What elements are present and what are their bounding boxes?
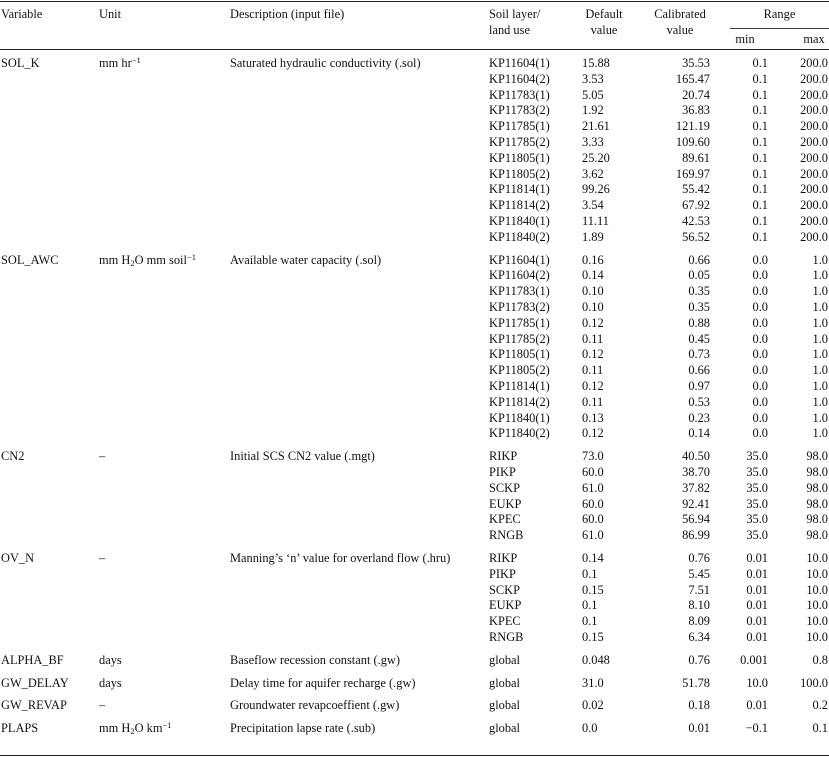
calibrated-value-cell: 20.74 — [682, 87, 710, 102]
soil-layer-cell: EUKP — [489, 598, 522, 613]
default-value-cell: 0.14 — [582, 268, 604, 283]
range-max-cell: 10.0 — [806, 630, 828, 644]
soil-layer-cell: KPEC — [489, 512, 521, 527]
variable-unit: – — [99, 698, 106, 713]
range-min-cell: 0.0 — [752, 394, 768, 409]
soil-layer-cell: KP11604(2) — [489, 71, 550, 86]
calibrated-value-cell: 165.47 — [675, 71, 710, 86]
default-value-cell: 0.12 — [582, 347, 604, 362]
range-min-cell: 35.0 — [746, 449, 768, 464]
calibrated-value-cell: 121.19 — [675, 119, 710, 134]
variable-description: Baseflow recession constant (.gw) — [230, 652, 400, 667]
range-max-cell: 200.0 — [800, 87, 828, 102]
calibrated-value-cell: 0.88 — [688, 315, 710, 330]
range-min-cell: 35.0 — [746, 465, 768, 479]
range-min-cell: 10.0 — [746, 675, 768, 690]
range-min-cell: 35.0 — [746, 528, 768, 543]
soil-layer-cell: KP11814(1) — [489, 182, 550, 197]
calibrated-value-cell: 0.73 — [688, 347, 710, 362]
calibrated-value-cell: 0.01 — [688, 721, 710, 736]
range-max-cell: 10.0 — [806, 598, 828, 613]
calibrated-value-cell: 0.53 — [688, 394, 710, 409]
calibrated-value-cell: 0.76 — [688, 652, 710, 667]
soil-layer-cell: RIKP — [489, 551, 518, 565]
range-min-cell: 0.01 — [746, 614, 768, 629]
variable-unit: mm $H_2O$ mm soil$^{-1}$ — [99, 251, 196, 268]
range-max-cell: 10.0 — [806, 551, 828, 565]
soil-layer-cell: KP11840(1) — [489, 410, 550, 425]
range-min-cell: 35.0 — [746, 480, 768, 495]
calibrated-value-cell: 0.35 — [688, 284, 710, 299]
soil-layer-cell: KP11814(2) — [489, 394, 550, 409]
variable-unit: – — [99, 449, 106, 464]
variable-unit: days — [99, 652, 122, 667]
range-max-cell: 1.0 — [812, 379, 828, 393]
range-min-cell: 0.0 — [752, 363, 768, 378]
default-value-cell: 11.11 — [582, 214, 609, 228]
variable-name: ALPHA_BF — [1, 652, 64, 667]
range-min-cell: 0.01 — [746, 630, 768, 644]
variable-description: Available water capacity (.sol) — [230, 252, 382, 267]
range-min-cell: 0.1 — [752, 87, 768, 102]
soil-layer-cell: KP11840(2) — [489, 229, 550, 244]
range-min-cell: 35.0 — [746, 512, 768, 527]
default-value-cell: 5.05 — [582, 87, 604, 102]
soil-layer-cell: KP11604(1) — [489, 252, 550, 267]
calibrated-value-cell: 0.66 — [688, 363, 710, 378]
range-max-cell: 1.0 — [812, 284, 828, 299]
range-max-cell: 200.0 — [800, 198, 828, 213]
default-value-cell: 25.20 — [582, 150, 610, 165]
range-max-cell: 100.0 — [800, 675, 828, 690]
soil-layer-cell: KP11785(2) — [489, 331, 550, 346]
header-calibrated-line1: Calibrated — [654, 7, 706, 21]
header-range: Range — [763, 7, 796, 21]
range-min-cell: 0.0 — [752, 252, 768, 267]
soil-layer-cell: KP11785(2) — [489, 135, 550, 149]
range-max-cell: 10.0 — [806, 614, 828, 629]
range-min-cell: 0.0 — [752, 426, 768, 441]
range-min-cell: 35.0 — [746, 496, 768, 511]
calibrated-value-cell: 0.97 — [688, 379, 710, 393]
soil-layer-cell: PIKP — [489, 566, 516, 581]
variable-description: Saturated hydraulic conductivity (.sol) — [230, 56, 421, 70]
range-min-cell: 0.01 — [746, 551, 768, 565]
range-max-cell: 1.0 — [812, 363, 828, 378]
range-max-cell: 1.0 — [812, 347, 828, 362]
range-max-cell: 1.0 — [812, 410, 828, 425]
soil-layer-cell: global — [489, 652, 520, 667]
header-calibrated-line2: value — [666, 23, 694, 37]
variable-name: OV_N — [1, 551, 35, 565]
range-max-cell: 0.1 — [812, 721, 828, 736]
default-value-cell: 0.14 — [582, 551, 604, 565]
calibrated-value-cell: 89.61 — [682, 150, 710, 165]
bottom-rule — [0, 755, 829, 756]
calibrated-value-cell: 0.35 — [688, 300, 710, 314]
soil-layer-cell: SCKP — [489, 582, 520, 597]
default-value-cell: 0.0 — [582, 721, 598, 736]
calibrated-value-cell: 169.97 — [675, 166, 710, 181]
range-max-cell: 200.0 — [800, 103, 828, 118]
variable-description: Initial SCS CN2 value (.mgt) — [230, 449, 375, 464]
range-min-cell: 0.1 — [752, 119, 768, 134]
default-value-cell: 1.89 — [582, 229, 604, 244]
range-min-cell: 0.1 — [752, 166, 768, 181]
default-value-cell: 0.11 — [582, 331, 604, 346]
calibrated-value-cell: 5.45 — [688, 566, 710, 581]
range-min-cell: 0.01 — [746, 598, 768, 613]
header-unit: Unit — [99, 7, 122, 21]
header-default-line2: value — [590, 23, 618, 37]
variable-name: SOL_K — [1, 56, 40, 70]
header-default-line1: Default — [585, 7, 623, 21]
range-max-cell: 98.0 — [806, 528, 828, 543]
soil-layer-cell: RIKP — [489, 449, 518, 464]
variable-name: PLAPS — [1, 721, 39, 736]
range-min-cell: 0.0 — [752, 268, 768, 283]
soil-layer-cell: global — [489, 698, 520, 713]
calibrated-value-cell: 67.92 — [682, 198, 710, 213]
range-min-cell: 0.01 — [746, 582, 768, 597]
range-min-cell: 0.0 — [752, 379, 768, 393]
range-max-cell: 200.0 — [800, 71, 828, 86]
header-soil-line2: land use — [489, 23, 530, 37]
range-max-cell: 200.0 — [800, 150, 828, 165]
calibrated-value-cell: 56.94 — [682, 512, 710, 527]
range-min-cell: 0.1 — [752, 103, 768, 118]
default-value-cell: 31.0 — [582, 675, 604, 690]
calibrated-value-cell: 86.99 — [682, 528, 710, 543]
header-description: Description (input file) — [230, 7, 345, 21]
range-max-cell: 98.0 — [806, 496, 828, 511]
default-value-cell: 60.0 — [582, 465, 604, 479]
range-min-cell: 0.1 — [752, 150, 768, 165]
default-value-cell: 0.15 — [582, 630, 604, 644]
range-max-cell: 0.2 — [812, 698, 828, 713]
range-min-cell: 0.0 — [752, 315, 768, 330]
range-max-cell: 98.0 — [806, 449, 828, 464]
calibrated-value-cell: 0.18 — [688, 698, 710, 713]
calibrated-value-cell: 0.45 — [688, 331, 710, 346]
default-value-cell: 61.0 — [582, 480, 604, 495]
soil-layer-cell: global — [489, 675, 520, 690]
header-rule — [0, 49, 829, 50]
calibrated-value-cell: 92.41 — [682, 496, 710, 511]
default-value-cell: 0.11 — [582, 363, 604, 378]
calibrated-value-cell: 7.51 — [688, 582, 710, 597]
default-value-cell: 0.11 — [582, 394, 604, 409]
soil-layer-cell: RNGB — [489, 630, 524, 644]
range-min-cell: 0.1 — [752, 56, 768, 70]
calibrated-value-cell: 38.70 — [682, 465, 710, 479]
soil-layer-cell: KP11805(2) — [489, 363, 550, 378]
range-max-cell: 1.0 — [812, 331, 828, 346]
header-soil-line1: Soil layer/ — [489, 7, 541, 21]
soil-layer-cell: global — [489, 721, 520, 736]
range-max-cell: 10.0 — [806, 566, 828, 581]
calibrated-value-cell: 36.83 — [682, 103, 710, 118]
default-value-cell: 61.0 — [582, 528, 604, 543]
default-value-cell: 3.33 — [582, 135, 604, 149]
range-min-cell: 0.1 — [752, 214, 768, 228]
range-min-cell: 0.1 — [752, 229, 768, 244]
variable-unit: mm $hr^{-1}$ — [99, 55, 141, 70]
range-min-cell: 0.01 — [746, 698, 768, 713]
variable-unit: – — [99, 551, 106, 565]
range-min-cell: 0.01 — [746, 566, 768, 581]
variable-unit: days — [99, 675, 122, 690]
range-max-cell: 98.0 — [806, 480, 828, 495]
default-value-cell: 3.53 — [582, 71, 604, 86]
range-max-cell: 1.0 — [812, 300, 828, 314]
calibrated-value-cell: 51.78 — [682, 675, 710, 690]
header-min: min — [735, 32, 755, 46]
range-min-cell: 0.0 — [752, 300, 768, 314]
header-max: max — [803, 32, 825, 46]
range-max-cell: 200.0 — [800, 135, 828, 149]
default-value-cell: 60.0 — [582, 512, 604, 527]
soil-layer-cell: KP11805(1) — [489, 150, 550, 165]
calibrated-value-cell: 6.34 — [688, 630, 710, 644]
default-value-cell: 1.92 — [582, 103, 604, 118]
default-value-cell: 21.61 — [582, 119, 610, 134]
calibrated-value-cell: 37.82 — [682, 480, 710, 495]
range-max-cell: 200.0 — [800, 229, 828, 244]
soil-layer-cell: KP11785(1) — [489, 315, 550, 330]
soil-layer-cell: KP11785(1) — [489, 119, 550, 134]
default-value-cell: 0.12 — [582, 426, 604, 441]
range-max-cell: 98.0 — [806, 465, 828, 479]
range-max-cell: 10.0 — [806, 582, 828, 597]
default-value-cell: 15.88 — [582, 56, 610, 70]
range-rule — [730, 28, 829, 29]
soil-layer-cell: KP11783(1) — [489, 87, 550, 102]
calibrated-value-cell: 0.05 — [688, 268, 710, 283]
default-value-cell: 0.10 — [582, 300, 604, 314]
calibrated-value-cell: 0.14 — [688, 426, 710, 441]
default-value-cell: 0.02 — [582, 698, 604, 713]
calibrated-value-cell: 0.76 — [688, 551, 710, 565]
variable-name: CN2 — [1, 449, 25, 464]
default-value-cell: 0.048 — [582, 652, 610, 667]
calibrated-value-cell: 0.66 — [688, 252, 710, 267]
soil-layer-cell: KP11805(2) — [489, 166, 550, 181]
default-value-cell: 99.26 — [582, 182, 610, 197]
range-max-cell: 0.8 — [812, 652, 828, 667]
soil-layer-cell: KP11783(1) — [489, 284, 550, 299]
calibrated-value-cell: 35.53 — [682, 56, 710, 70]
range-max-cell: 1.0 — [812, 315, 828, 330]
default-value-cell: 73.0 — [582, 449, 604, 464]
calibrated-value-cell: 55.42 — [682, 182, 710, 197]
soil-layer-cell: RNGB — [489, 528, 524, 543]
range-max-cell: 200.0 — [800, 56, 828, 70]
calibrated-value-cell: 8.09 — [688, 614, 710, 629]
soil-layer-cell: EUKP — [489, 496, 522, 511]
top-rule — [0, 1, 829, 2]
calibrated-value-cell: 40.50 — [682, 449, 710, 464]
range-max-cell: 1.0 — [812, 268, 828, 283]
variable-description: Precipitation lapse rate (.sub) — [230, 721, 376, 736]
soil-layer-cell: KPEC — [489, 614, 521, 629]
range-max-cell: 200.0 — [800, 166, 828, 181]
default-value-cell: 0.16 — [582, 252, 604, 267]
default-value-cell: 0.15 — [582, 582, 604, 597]
calibrated-value-cell: 56.52 — [682, 229, 710, 244]
range-max-cell: 1.0 — [812, 252, 828, 267]
range-min-cell: 0.001 — [740, 652, 768, 667]
range-min-cell: 0.0 — [752, 410, 768, 425]
range-min-cell: 0.1 — [752, 135, 768, 149]
default-value-cell: 60.0 — [582, 496, 604, 511]
soil-layer-cell: KP11604(1) — [489, 56, 550, 70]
variable-unit: mm $H_2O$ $km^{-1}$ — [99, 720, 172, 737]
default-value-cell: 0.10 — [582, 284, 604, 299]
range-max-cell: 98.0 — [806, 512, 828, 527]
range-min-cell: 0.1 — [752, 71, 768, 86]
default-value-cell: 0.12 — [582, 379, 604, 393]
calibrated-value-cell: 0.23 — [688, 410, 710, 425]
range-max-cell: 200.0 — [800, 214, 828, 228]
range-max-cell: 200.0 — [800, 182, 828, 197]
range-min-cell: 0.1 — [752, 198, 768, 213]
soil-layer-cell: KP11840(1) — [489, 214, 550, 228]
soil-layer-cell: PIKP — [489, 465, 516, 479]
variable-name: SOL_AWC — [1, 252, 59, 267]
default-value-cell: 0.1 — [582, 566, 598, 581]
variable-name: GW_DELAY — [1, 675, 69, 690]
default-value-cell: 0.12 — [582, 315, 604, 330]
soil-layer-cell: KP11814(2) — [489, 198, 550, 213]
default-value-cell: 0.13 — [582, 410, 604, 425]
variable-description: Groundwater revapcoeffient (.gw) — [230, 698, 400, 713]
soil-layer-cell: SCKP — [489, 480, 520, 495]
default-value-cell: 3.62 — [582, 166, 604, 181]
range-min-cell: 0.0 — [752, 331, 768, 346]
calibrated-value-cell: 42.53 — [682, 214, 710, 228]
variable-description: Delay time for aquifer recharge (.gw) — [230, 675, 416, 690]
range-max-cell: 1.0 — [812, 394, 828, 409]
range-min-cell: −0.1 — [745, 721, 768, 736]
soil-layer-cell: KP11805(1) — [489, 347, 550, 362]
range-max-cell: 200.0 — [800, 119, 828, 134]
calibrated-value-cell: 8.10 — [688, 598, 710, 613]
variable-description: Manning’s ‘n’ value for overland flow (.hru) — [230, 551, 451, 565]
range-min-cell: 0.0 — [752, 347, 768, 362]
soil-layer-cell: KP11604(2) — [489, 268, 550, 283]
calibrated-value-cell: 109.60 — [675, 135, 710, 149]
range-min-cell: 0.1 — [752, 182, 768, 197]
header-variable: Variable — [1, 7, 43, 21]
soil-layer-cell: KP11783(2) — [489, 300, 550, 314]
range-max-cell: 1.0 — [812, 426, 828, 441]
soil-layer-cell: KP11840(2) — [489, 426, 550, 441]
soil-layer-cell: KP11814(1) — [489, 379, 550, 393]
default-value-cell: 3.54 — [582, 198, 604, 213]
range-min-cell: 0.0 — [752, 284, 768, 299]
default-value-cell: 0.1 — [582, 598, 598, 613]
default-value-cell: 0.1 — [582, 614, 598, 629]
soil-layer-cell: KP11783(2) — [489, 103, 550, 118]
variable-name: GW_REVAP — [1, 698, 67, 713]
